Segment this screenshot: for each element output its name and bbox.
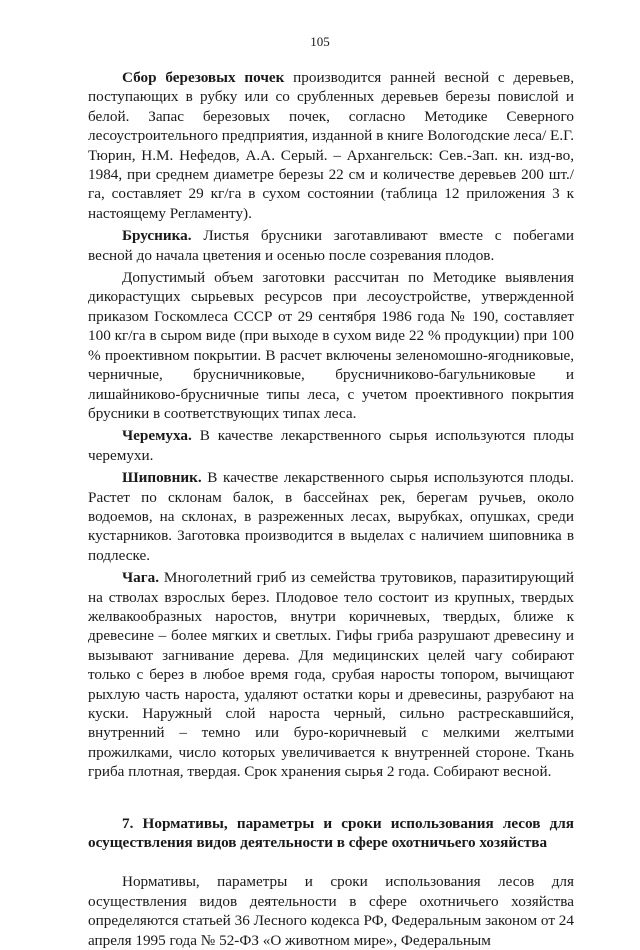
paragraph-text: производится ранней весной с деревьев, поступающих в рубку или со срубленных деревьев березы повислой и белой. Запас березовых почек, согласно Методике Северного лесоустроительного предприятия, изданной в книге Вологодские леса/ Е.Г. Тюрин, Н.М. Нефедов, А.А. Серый. – Архангельск: Сев.-Зап. кн. изд-во, 1984, при среднем диаметре березы 22 см и количестве деревьев 200 шт./га, составляет 29 кг/га в сухом состоянии (таблица 12 приложения 3 к настоящему Регламенту). [88, 69, 574, 222]
paragraph-harvest-volume [88, 268, 574, 423]
term-rosehip: Шиповник. [122, 469, 202, 487]
paragraph-rosehip [88, 468, 574, 565]
page-content [88, 68, 574, 950]
page-number: 105 [310, 34, 330, 49]
paragraph-text: В качестве лекарственного сырья используются плоды. Растет по склонам балок, в бассейнах рек, берегам ручьев, около водоемов, на склонах, в разреженных лесах, вырубках, опушках, среди кустарников. Заготовка производится в выделах с наличием шиповника в подлеске. [88, 469, 574, 564]
term-chaga: Чага. [122, 569, 160, 587]
paragraph-text: В качестве лекарственного сырья используются плоды черемухи. [88, 427, 574, 464]
paragraph-chaga [88, 568, 574, 781]
term-bird-cherry: Черемуха. [122, 427, 192, 445]
paragraph-text: Допустимый объем заготовки рассчитан по Методике выявления дикорастущих сырьевых ресурсов при лесоустройстве, утвержденной приказом Госкомлеса СССР от 29 сентября 1986 года № 190, составляет 100 кг/га в сыром виде (при выходе в сухом виде 22 % продукции) при 100 % проективном покрытии. В расчет включены зеленомошно-ягодниковые, черничные, брусничниковые, брусничниково-багульниковые и лишайниково-брусничные типы леса, с учетом проективного покрытия брусники в соответствующих типах леса. [88, 269, 574, 422]
paragraph-text: Многолетний гриб из семейства трутовиков, паразитирующий на стволах взрослых берез. Плодовое тело состоит из крупных, твердых желвакообразных наростов, внутри коричневых, твердых, ближе к древесине – более мягких и светлых. Гифы гриба разрушают древесину и вызывают загнивание дерева. Для медицинских целей чагу собирают только с берез в любое время года, срубая наросты топором, вычищают рыхлую часть нароста, удаляют остатки коры и древесины, разрубают на куски. Наружный слой нароста черный, сильно растрескавшийся, внутренний – темно или буро-коричневый с мелкими желтыми прожилками, число которых увеличивается к внутренней стороне. Ткань гриба плотная, твердая. Срок хранения сырья 2 года. Собирают весной. [88, 569, 574, 781]
section-heading: 7. Нормативы, параметры и сроки использования лесов для осуществления видов деятельности в сфере охотничьего хозяйства [88, 814, 574, 852]
paragraph-text: Листья брусники заготавливают вместе с побегами весной до начала цветения и осенью после созревания плодов. [88, 227, 574, 264]
paragraph-birch-buds [88, 68, 574, 223]
paragraph-text: Нормативы, параметры и сроки использования лесов для осуществления видов деятельности в сфере охотничьего хозяйства определяются статьей 36 Лесного кодекса РФ, Федеральным законом от 24 апреля 1995 года № 52-ФЗ «О животном мире», Федеральным [88, 873, 574, 949]
term-lingonberry: Брусника. [122, 227, 192, 245]
term-birch-buds: Сбор березовых почек [122, 69, 285, 86]
paragraph-hunting-norms [88, 872, 574, 950]
paragraph-bird-cherry [88, 426, 574, 465]
paragraph-lingonberry [88, 226, 574, 265]
